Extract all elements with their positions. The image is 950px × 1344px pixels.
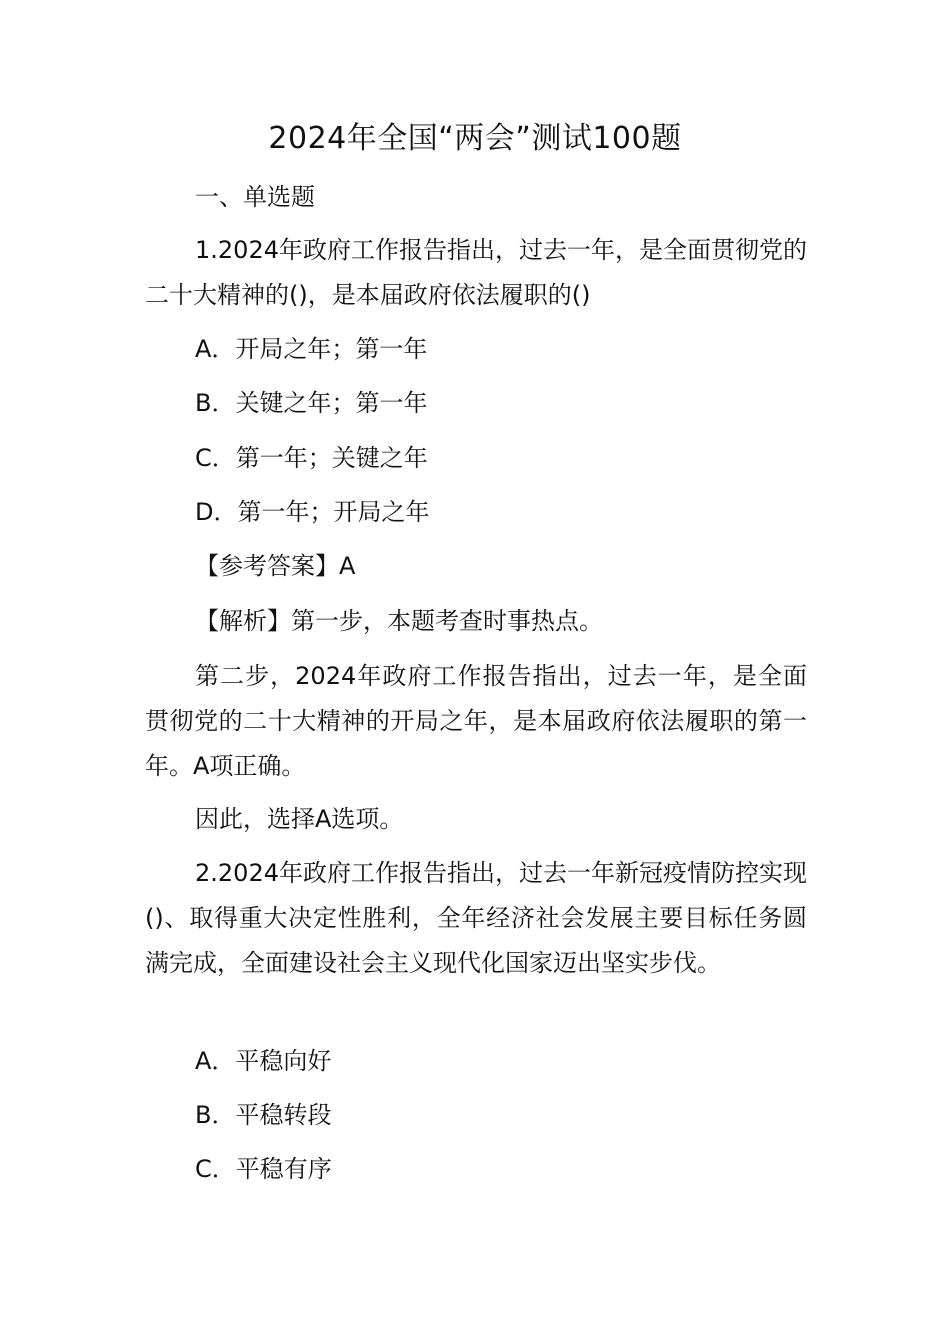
question-1-option-a: A．开局之年；第一年 [195,335,428,363]
question-1-answer: 【参考答案】A [195,552,356,580]
question-2-stem: 2.2024年政府工作报告指出，过去一年新冠疫情防控实现()、取得重大决定性胜利，全年经济社会发展主要目标任务圆满完成，全面建设社会主义现代化国家迈出坚实步伐。 [145,859,807,977]
question-1-option-c: C．第一年；关键之年 [195,444,428,472]
question-2-option-b: B．平稳转段 [195,1101,332,1129]
question-1-conclusion: 因此，选择A选项。 [195,805,404,833]
question-1-option-d: D．第一年；开局之年 [195,498,430,526]
question-1-stem: 1.2024年政府工作报告指出，过去一年，是全面贯彻党的二十大精神的()，是本届政府依法履职的() [145,236,807,309]
question-1-option-b: B．关键之年；第一年 [195,389,428,417]
question-2-option-a: A．平稳向好 [195,1047,332,1075]
document-title: 2024年全国“两会”测试100题 [268,121,682,156]
question-1-step-two: 第二步，2024年政府工作报告指出，过去一年，是全面贯彻党的二十大精神的开局之年，是本届政府依法履职的第一年。A项正确。 [145,662,807,780]
section-heading: 一、单选题 [195,183,315,211]
question-2-option-c: C．平稳有序 [195,1155,332,1183]
question-1-analysis: 【解析】第一步，本题考查时事热点。 [195,607,603,635]
